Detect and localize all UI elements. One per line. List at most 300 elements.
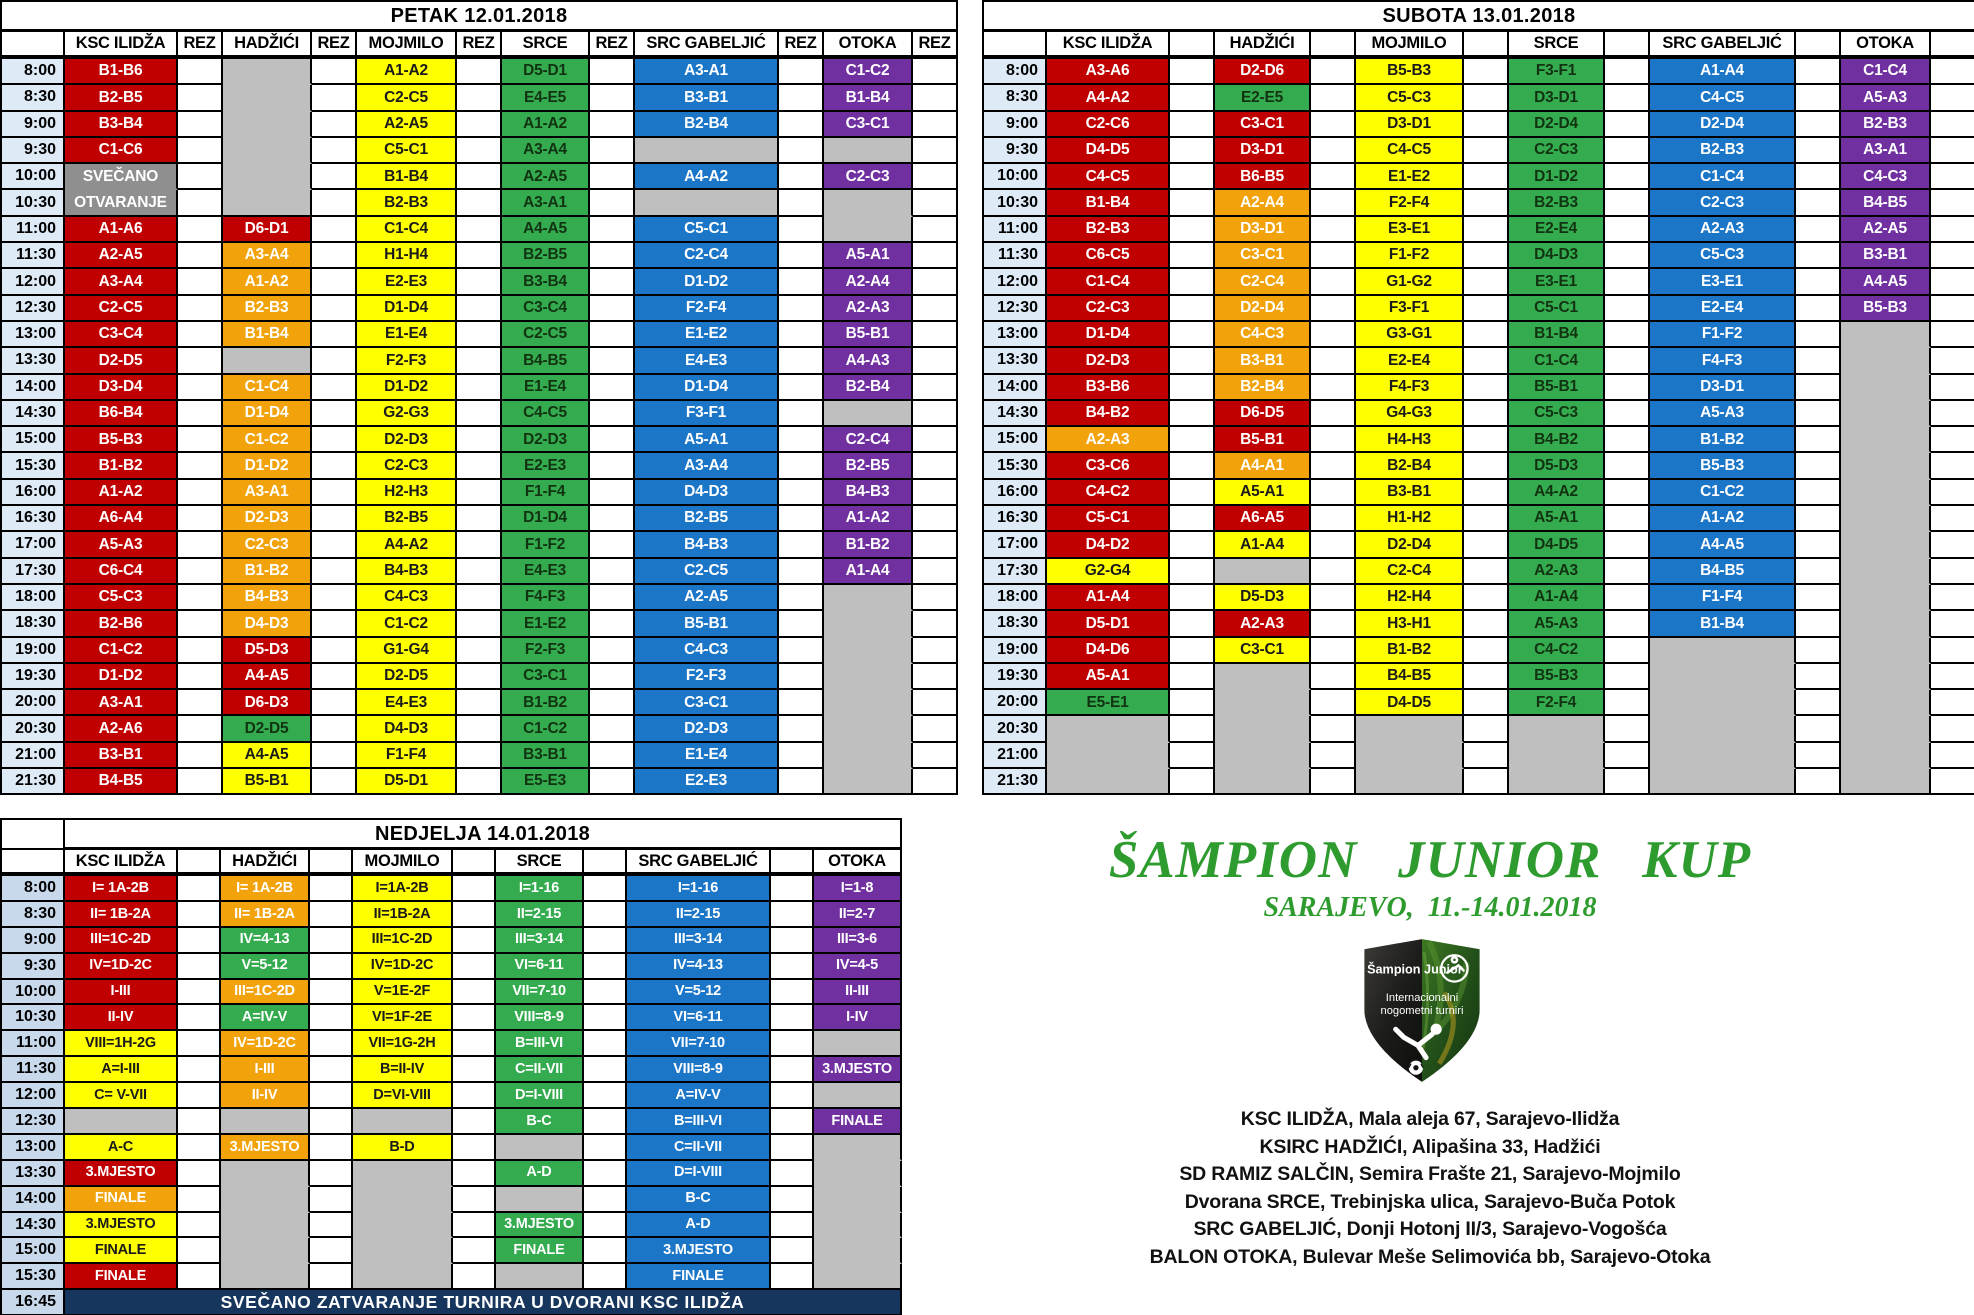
- rez-cell: [457, 664, 502, 690]
- rez-cell: [1796, 638, 1841, 664]
- rez-cell: [457, 190, 502, 216]
- rez-cell: [779, 480, 824, 506]
- rez-cell: [310, 1187, 353, 1213]
- schedule-cell: A3-A4: [502, 138, 590, 164]
- schedule-cell: E2-E5: [1215, 85, 1311, 111]
- rez-cell: [178, 902, 221, 928]
- schedule-cell: B5-B1: [824, 322, 913, 348]
- rez-cell: [913, 453, 958, 479]
- rez-cell: [590, 638, 635, 664]
- rez-cell: [590, 506, 635, 532]
- spacer-header: [771, 850, 814, 876]
- schedule-cell: [223, 164, 312, 190]
- rez-cell: [1931, 59, 1974, 85]
- rez-cell: [312, 716, 357, 742]
- schedule-cell: II=2-15: [496, 902, 584, 928]
- rez-cell: [1311, 716, 1356, 742]
- rez-cell: [779, 638, 824, 664]
- schedule-cell: V=5-12: [221, 954, 310, 980]
- schedule-cell: D1-D4: [635, 375, 779, 401]
- time-cell: 13:00: [984, 322, 1047, 348]
- schedule-cell: [1509, 716, 1605, 742]
- rez-cell: [453, 1031, 496, 1057]
- schedule-cell: [353, 1238, 453, 1264]
- schedule-cell: A4-A1: [1215, 453, 1311, 479]
- schedule-cell: III=3-6: [814, 928, 902, 954]
- venue-header: HADŽIĆI: [223, 32, 312, 59]
- rez-cell: [310, 928, 353, 954]
- rez-cell: [779, 296, 824, 322]
- rez-cell: [1796, 506, 1841, 532]
- rez-cell: [1796, 716, 1841, 742]
- rez-cell: [913, 585, 958, 611]
- schedule-cell: [1841, 427, 1931, 453]
- schedule-cell: [824, 190, 913, 216]
- schedule-cell: A-C: [65, 1135, 178, 1161]
- spacer-header: [178, 850, 221, 876]
- rez-cell: [453, 1057, 496, 1083]
- schedule-cell: D=I-VIII: [496, 1083, 584, 1109]
- venue-header: KSC ILIDŽA: [65, 850, 178, 876]
- rez-cell: [178, 112, 223, 138]
- schedule-cell: A2-A3: [1047, 427, 1170, 453]
- rez-cell: [771, 902, 814, 928]
- schedule-cell: G2-G3: [357, 401, 457, 427]
- time-cell: 17:30: [2, 559, 65, 585]
- schedule-cell: B4-B3: [824, 480, 913, 506]
- rez-cell: [1311, 269, 1356, 295]
- spacer-header: [1170, 32, 1215, 59]
- rez-cell: [779, 59, 824, 85]
- rez-cell: [178, 664, 223, 690]
- schedule-cell: [1356, 716, 1464, 742]
- schedule-cell: C1-C4: [1841, 59, 1931, 85]
- rez-cell: [1464, 322, 1509, 348]
- rez-cell: [1464, 375, 1509, 401]
- rez-cell: [584, 1238, 627, 1264]
- rez-cell: [584, 1031, 627, 1057]
- schedule-cell: III=3-14: [496, 928, 584, 954]
- schedule-cell: C5-C3: [1509, 401, 1605, 427]
- schedule-cell: B1-B4: [824, 85, 913, 111]
- time-cell: 15:30: [984, 453, 1047, 479]
- schedule-cell: C4-C2: [1509, 638, 1605, 664]
- rez-cell: [584, 980, 627, 1006]
- schedule-cell: B4-B3: [635, 532, 779, 558]
- schedule-cell: C2-C3: [223, 532, 312, 558]
- rez-cell: [1311, 322, 1356, 348]
- schedule-cell: A2-A4: [1215, 190, 1311, 216]
- schedule-cell: [223, 138, 312, 164]
- rez-header: REZ: [312, 32, 357, 59]
- rez-cell: [1605, 59, 1650, 85]
- rez-cell: [1170, 243, 1215, 269]
- rez-cell: [1796, 611, 1841, 637]
- rez-cell: [913, 190, 958, 216]
- rez-cell: [779, 401, 824, 427]
- rez-cell: [1170, 375, 1215, 401]
- rez-cell: [310, 1109, 353, 1135]
- schedule-cell: D2-D3: [1047, 348, 1170, 374]
- schedule-cell: VI=1F-2E: [353, 1005, 453, 1031]
- schedule-cell: [1841, 769, 1931, 795]
- schedule-cell: B1-B2: [824, 532, 913, 558]
- time-cell: 11:30: [984, 243, 1047, 269]
- rez-cell: [1605, 664, 1650, 690]
- rez-cell: [1464, 190, 1509, 216]
- schedule-cell: VI=6-11: [627, 1005, 771, 1031]
- rez-header: REZ: [178, 32, 223, 59]
- rez-cell: [178, 1264, 221, 1290]
- rez-cell: [178, 243, 223, 269]
- rez-cell: [913, 164, 958, 190]
- rez-cell: [913, 690, 958, 716]
- rez-cell: [771, 1187, 814, 1213]
- schedule-cell: [824, 690, 913, 716]
- rez-cell: [178, 1161, 221, 1187]
- rez-cell: [779, 532, 824, 558]
- rez-cell: [1464, 85, 1509, 111]
- rez-cell: [590, 585, 635, 611]
- schedule-cell: [1841, 585, 1931, 611]
- rez-cell: [1796, 664, 1841, 690]
- time-cell: 12:00: [2, 269, 65, 295]
- schedule-cell: C4-C3: [357, 585, 457, 611]
- rez-cell: [1464, 269, 1509, 295]
- rez-cell: [1464, 611, 1509, 637]
- schedule-table-subota: [982, 0, 1974, 795]
- time-cell: 20:00: [2, 690, 65, 716]
- schedule-cell: [814, 1264, 902, 1290]
- schedule-cell: B=II-IV: [353, 1057, 453, 1083]
- header-corner: [2, 850, 65, 876]
- rez-cell: [1170, 427, 1215, 453]
- schedule-cell: B2-B3: [1047, 217, 1170, 243]
- rez-cell: [1796, 243, 1841, 269]
- rez-cell: [1605, 296, 1650, 322]
- schedule-cell: F2-F4: [1509, 690, 1605, 716]
- schedule-cell: B2-B5: [824, 453, 913, 479]
- schedule-cell: D2-D4: [1509, 112, 1605, 138]
- schedule-cell: E3-E1: [1356, 217, 1464, 243]
- rez-cell: [310, 1135, 353, 1161]
- schedule-cell: VII=7-10: [627, 1031, 771, 1057]
- schedule-cell: F4-F3: [1650, 348, 1796, 374]
- rez-cell: [584, 1161, 627, 1187]
- schedule-cell: [1047, 743, 1170, 769]
- rez-cell: [1311, 690, 1356, 716]
- schedule-cell: B5-B3: [65, 427, 178, 453]
- venue-header: MOJMILO: [353, 850, 453, 876]
- rez-cell: [1931, 716, 1974, 742]
- schedule-cell: B=III-VI: [496, 1031, 584, 1057]
- schedule-cell: F1-F2: [1356, 243, 1464, 269]
- rez-cell: [310, 1057, 353, 1083]
- schedule-cell: D3-D1: [1356, 112, 1464, 138]
- rez-cell: [771, 1005, 814, 1031]
- schedule-cell: [1650, 690, 1796, 716]
- time-cell: 8:30: [2, 902, 65, 928]
- schedule-cell: C= V-VII: [65, 1083, 178, 1109]
- time-cell: 13:00: [2, 322, 65, 348]
- schedule-cell: C4-C5: [1047, 164, 1170, 190]
- rez-cell: [913, 559, 958, 585]
- rez-cell: [1311, 164, 1356, 190]
- rez-cell: [457, 85, 502, 111]
- schedule-cell: FINALE: [65, 1187, 178, 1213]
- schedule-cell: 3.MJESTO: [221, 1135, 310, 1161]
- rez-cell: [590, 59, 635, 85]
- rez-cell: [178, 980, 221, 1006]
- schedule-cell: FINALE: [627, 1264, 771, 1290]
- schedule-cell: A4-A5: [1650, 532, 1796, 558]
- schedule-cell: B-C: [627, 1187, 771, 1213]
- schedule-cell: F3-F1: [635, 401, 779, 427]
- rez-cell: [457, 506, 502, 532]
- schedule-cell: C1-C2: [223, 427, 312, 453]
- rez-cell: [457, 638, 502, 664]
- table-title: NEDJELJA 14.01.2018: [65, 820, 902, 850]
- rez-cell: [178, 1109, 221, 1135]
- rez-cell: [1605, 716, 1650, 742]
- schedule-cell: B6-B5: [1215, 164, 1311, 190]
- schedule-cell: [824, 138, 913, 164]
- schedule-cell: D4-D5: [1356, 690, 1464, 716]
- schedule-cell: [1356, 769, 1464, 795]
- schedule-cell: C2-C5: [635, 559, 779, 585]
- venue-header: KSC ILIDŽA: [1047, 32, 1170, 59]
- schedule-cell: VII=7-10: [496, 980, 584, 1006]
- schedule-cell: C1-C4: [223, 375, 312, 401]
- schedule-cell: H2-H3: [357, 480, 457, 506]
- schedule-cell: [824, 638, 913, 664]
- schedule-cell: II-IV: [221, 1083, 310, 1109]
- rez-cell: [779, 322, 824, 348]
- schedule-cell: A4-A5: [223, 743, 312, 769]
- schedule-cell: D6-D3: [223, 690, 312, 716]
- rez-cell: [913, 401, 958, 427]
- spacer-header: [1605, 32, 1650, 59]
- rez-cell: [453, 1005, 496, 1031]
- rez-cell: [178, 585, 223, 611]
- rez-cell: [1931, 532, 1974, 558]
- time-cell: 8:00: [2, 876, 65, 902]
- rez-cell: [1311, 638, 1356, 664]
- schedule-cell: [1841, 322, 1931, 348]
- rez-cell: [178, 690, 223, 716]
- schedule-cell: A=IV-V: [221, 1005, 310, 1031]
- schedule-cell: A4-A3: [824, 348, 913, 374]
- schedule-cell: A3-A1: [502, 190, 590, 216]
- rez-cell: [590, 375, 635, 401]
- rez-cell: [1796, 743, 1841, 769]
- time-cell: 21:00: [984, 743, 1047, 769]
- schedule-cell: C2-C3: [1509, 138, 1605, 164]
- rez-cell: [457, 453, 502, 479]
- schedule-cell: III=1C-2D: [65, 928, 178, 954]
- rez-cell: [1796, 164, 1841, 190]
- schedule-cell: A5-A1: [635, 427, 779, 453]
- schedule-cell: [1215, 559, 1311, 585]
- schedule-cell: III=1C-2D: [353, 928, 453, 954]
- rez-cell: [310, 954, 353, 980]
- schedule-cell: A2-A5: [502, 164, 590, 190]
- rez-cell: [178, 348, 223, 374]
- rez-cell: [178, 876, 221, 902]
- venue-header: MOJMILO: [357, 32, 457, 59]
- rez-cell: [1464, 585, 1509, 611]
- rez-cell: [1796, 138, 1841, 164]
- schedule-cell: D5-D3: [1509, 453, 1605, 479]
- schedule-cell: E1-E4: [502, 375, 590, 401]
- schedule-cell: [1841, 348, 1931, 374]
- schedule-cell: C3-C1: [1215, 112, 1311, 138]
- schedule-cell: D4-D6: [1047, 638, 1170, 664]
- rez-cell: [457, 690, 502, 716]
- schedule-cell: B6-B4: [65, 401, 178, 427]
- rez-cell: [312, 296, 357, 322]
- rez-cell: [1796, 190, 1841, 216]
- schedule-cell: D2-D5: [223, 716, 312, 742]
- schedule-cell: C1-C2: [1650, 480, 1796, 506]
- schedule-cell: D=I-VIII: [627, 1161, 771, 1187]
- rez-cell: [913, 59, 958, 85]
- rez-cell: [457, 375, 502, 401]
- schedule-cell: A1-A6: [65, 217, 178, 243]
- schedule-cell: IV=1D-2C: [353, 954, 453, 980]
- schedule-cell: B1-B4: [357, 164, 457, 190]
- schedule-cell: H3-H1: [1356, 611, 1464, 637]
- tournament-subtitle: SARAJEVO, 11.-14.01.2018: [1263, 892, 1597, 923]
- rez-cell: [1605, 112, 1650, 138]
- schedule-cell: C6-C4: [65, 559, 178, 585]
- schedule-cell: A-D: [627, 1213, 771, 1239]
- schedule-cell: A4-A2: [635, 164, 779, 190]
- schedule-cell: IV=1D-2C: [65, 954, 178, 980]
- schedule-cell: B1-B6: [65, 59, 178, 85]
- schedule-cell: A5-A3: [1841, 85, 1931, 111]
- time-cell: 12:30: [2, 1109, 65, 1135]
- rez-cell: [1931, 375, 1974, 401]
- rez-cell: [1605, 243, 1650, 269]
- schedule-cell: [824, 716, 913, 742]
- schedule-cell: B2-B4: [824, 375, 913, 401]
- schedule-cell: [814, 1083, 902, 1109]
- rez-cell: [779, 348, 824, 374]
- time-cell: 9:00: [2, 112, 65, 138]
- rez-cell: [1605, 611, 1650, 637]
- schedule-cell: [1841, 453, 1931, 479]
- rez-cell: [1931, 585, 1974, 611]
- time-cell: 14:00: [2, 375, 65, 401]
- rez-cell: [1464, 559, 1509, 585]
- schedule-cell: 3.MJESTO: [627, 1238, 771, 1264]
- venue-address-line: Dvorana SRCE, Trebinjska ulica, Sarajevo-Buča Potok: [1184, 1190, 1676, 1213]
- schedule-cell: 3.MJESTO: [496, 1213, 584, 1239]
- rez-cell: [453, 928, 496, 954]
- rez-cell: [1311, 743, 1356, 769]
- rez-cell: [312, 559, 357, 585]
- rez-cell: [310, 1005, 353, 1031]
- schedule-cell: [496, 1187, 584, 1213]
- rez-cell: [1931, 322, 1974, 348]
- schedule-cell: E2-E3: [502, 453, 590, 479]
- schedule-cell: E2-E3: [357, 269, 457, 295]
- schedule-cell: C4-C3: [1215, 322, 1311, 348]
- rez-cell: [453, 1264, 496, 1290]
- schedule-cell: VIII=8-9: [627, 1057, 771, 1083]
- rez-cell: [457, 743, 502, 769]
- schedule-cell: A2-A5: [635, 585, 779, 611]
- rez-cell: [453, 980, 496, 1006]
- rez-cell: [1170, 164, 1215, 190]
- rez-cell: [1796, 85, 1841, 111]
- schedule-cell: [1215, 743, 1311, 769]
- sampion-junior-crest-icon: [1352, 932, 1492, 1090]
- rez-cell: [913, 506, 958, 532]
- schedule-cell: F1-F4: [502, 480, 590, 506]
- header-corner: [984, 32, 1047, 59]
- schedule-cell: C=II-VII: [627, 1135, 771, 1161]
- rez-cell: [178, 401, 223, 427]
- rez-cell: [1931, 559, 1974, 585]
- time-cell: 20:00: [984, 690, 1047, 716]
- schedule-cell: A4-A5: [1841, 269, 1931, 295]
- rez-cell: [779, 217, 824, 243]
- rez-cell: [1931, 743, 1974, 769]
- schedule-cell: A1-A2: [357, 59, 457, 85]
- rez-cell: [590, 269, 635, 295]
- time-cell: 15:30: [2, 453, 65, 479]
- schedule-cell: G2-G4: [1047, 559, 1170, 585]
- rez-cell: [312, 638, 357, 664]
- schedule-cell: D1-D2: [65, 664, 178, 690]
- rez-cell: [913, 296, 958, 322]
- schedule-cell: A4-A2: [1509, 480, 1605, 506]
- rez-cell: [1170, 585, 1215, 611]
- time-cell: 8:30: [984, 85, 1047, 111]
- rez-cell: [178, 1238, 221, 1264]
- rez-cell: [178, 269, 223, 295]
- schedule-cell: A4-A5: [502, 217, 590, 243]
- closing-banner: SVEČANO ZATVARANJE TURNIRA U DVORANI KSC ILIDŽA: [65, 1290, 902, 1315]
- rez-cell: [457, 269, 502, 295]
- spacer-header: [453, 850, 496, 876]
- rez-cell: [1605, 322, 1650, 348]
- rez-cell: [453, 1187, 496, 1213]
- rez-cell: [779, 690, 824, 716]
- schedule-cell: B3-B1: [1215, 348, 1311, 374]
- rez-cell: [913, 638, 958, 664]
- rez-cell: [771, 980, 814, 1006]
- schedule-cell: [824, 401, 913, 427]
- rez-cell: [1170, 401, 1215, 427]
- time-cell: 12:30: [984, 296, 1047, 322]
- schedule-cell: B3-B1: [502, 743, 590, 769]
- schedule-cell: C1-C2: [824, 59, 913, 85]
- schedule-cell: B3-B1: [635, 85, 779, 111]
- rez-cell: [1464, 690, 1509, 716]
- schedule-cell: E2-E4: [1509, 217, 1605, 243]
- schedule-cell: B2-B4: [635, 112, 779, 138]
- schedule-cell: I=1-16: [496, 876, 584, 902]
- schedule-cell: [1215, 690, 1311, 716]
- schedule-cell: C2-C4: [1215, 269, 1311, 295]
- schedule-cell: [1841, 611, 1931, 637]
- rez-cell: [1931, 138, 1974, 164]
- venue-address-line: KSIRC HADŽIĆI, Alipašina 33, Hadžići: [1259, 1135, 1601, 1158]
- rez-cell: [590, 138, 635, 164]
